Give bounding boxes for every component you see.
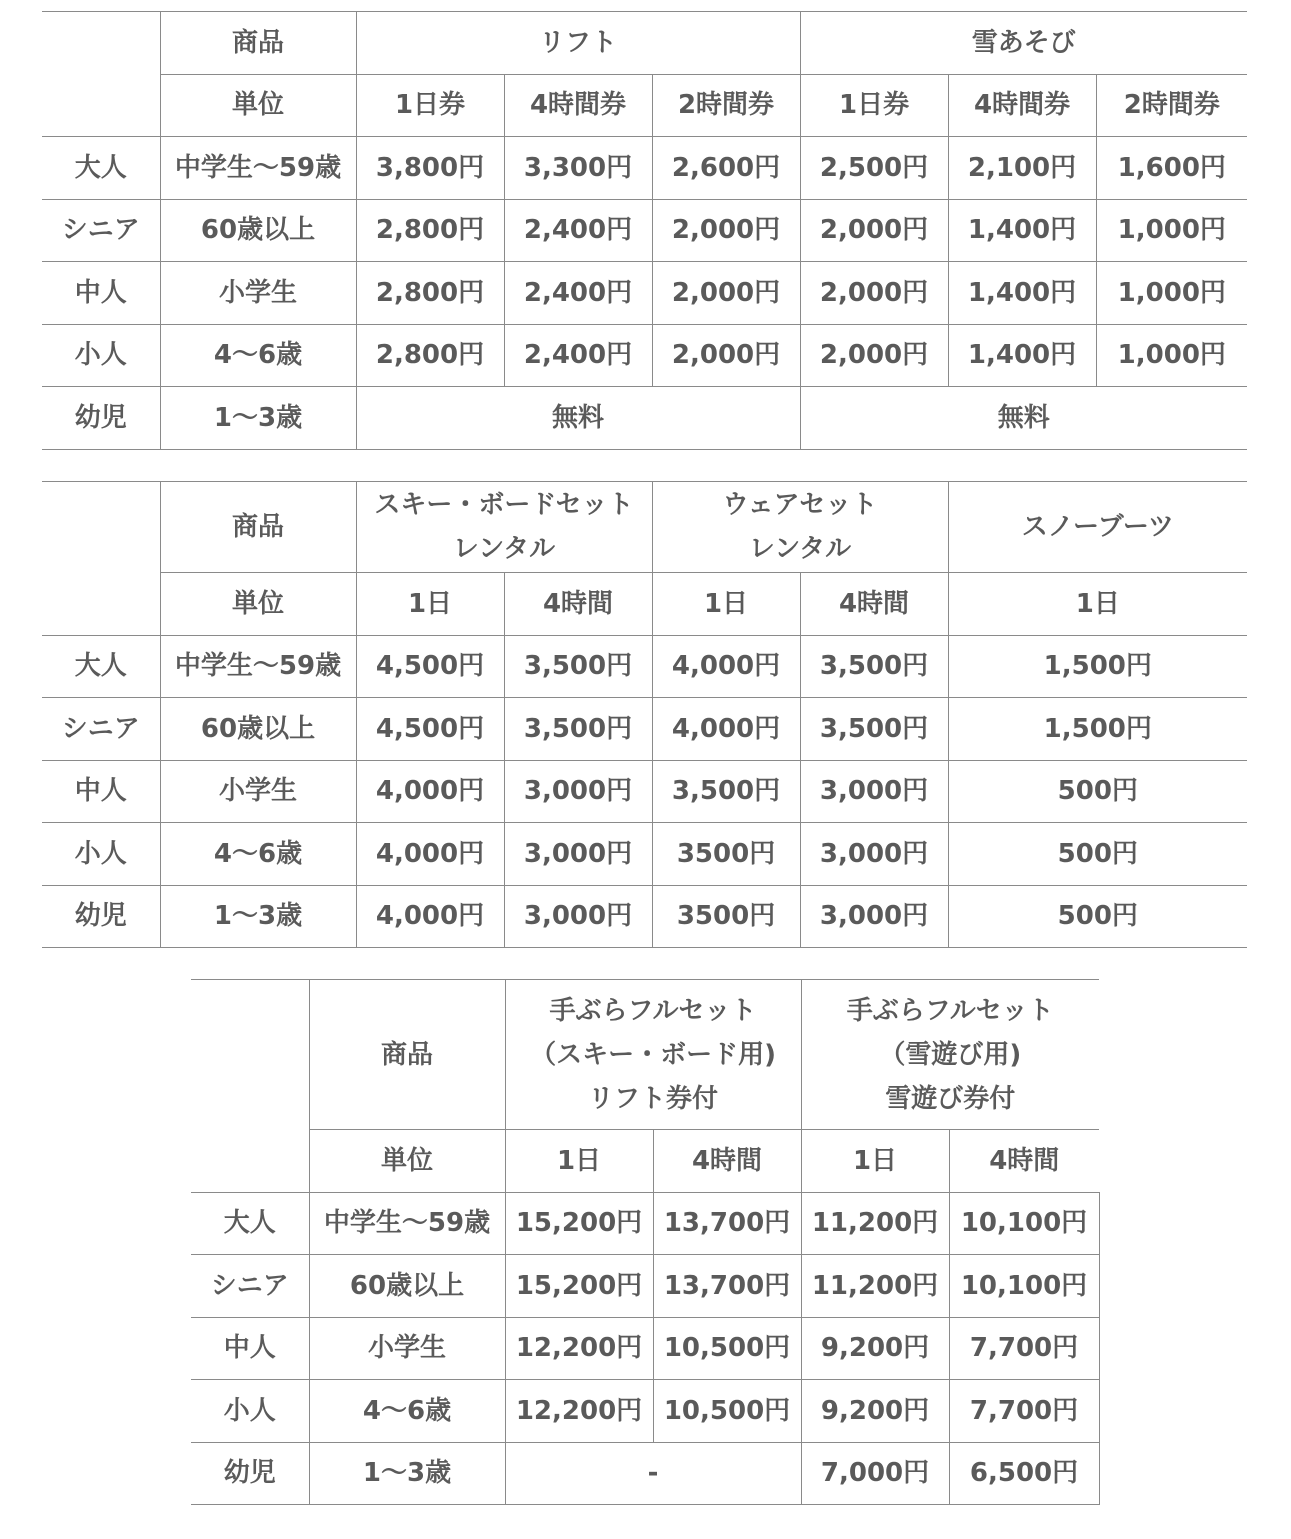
category-cell: シニア <box>42 698 160 761</box>
age-cell: 中学生〜59歳 <box>309 1192 505 1255</box>
table-row <box>191 1192 1099 1255</box>
age-cell: 中学生〜59歳 <box>160 137 356 200</box>
table-row <box>191 1317 1099 1380</box>
corner-cell <box>42 482 160 573</box>
category-cell: 中人 <box>42 760 160 823</box>
group-header-line: 手ぶらフルセット <box>846 995 1054 1026</box>
price-cell: 15,200円 <box>505 1192 653 1255</box>
price-cell: 3,800円 <box>356 137 504 200</box>
unit-header: 単位 <box>309 1130 505 1193</box>
unit-header-row <box>191 1130 1099 1193</box>
table-row <box>42 324 1247 387</box>
unit-cell: 4時間券 <box>504 74 652 137</box>
price-cell: 10,100円 <box>949 1192 1099 1255</box>
age-cell: 4〜6歳 <box>160 823 356 886</box>
price-cell: 4,000円 <box>356 760 504 823</box>
category-cell: 小人 <box>42 823 160 886</box>
corner-cell <box>42 74 160 137</box>
table-row <box>42 387 1247 450</box>
price-cell: 2,400円 <box>504 324 652 387</box>
table-header-row <box>42 12 1247 75</box>
group-header-lift: リフト <box>356 12 800 75</box>
price-cell: 3,300円 <box>504 137 652 200</box>
age-cell: 1〜3歳 <box>309 1442 505 1505</box>
price-cell: 2,100円 <box>948 137 1096 200</box>
table-row <box>42 635 1247 698</box>
product-header: 商品 <box>309 980 505 1130</box>
price-cell: 2,000円 <box>652 262 800 325</box>
group-header-line: 手ぶらフルセット <box>549 995 757 1026</box>
category-cell: 小人 <box>191 1380 309 1443</box>
price-cell: 500円 <box>948 823 1247 886</box>
rental-price-table <box>42 481 1247 948</box>
corner-cell <box>191 980 309 1130</box>
price-cell: 2,600円 <box>652 137 800 200</box>
price-cell: 1,000円 <box>1096 199 1247 262</box>
age-cell: 小学生 <box>160 262 356 325</box>
group-header-line: 雪遊び券付 <box>885 1083 1016 1114</box>
age-cell: 小学生 <box>309 1317 505 1380</box>
age-cell: 1〜3歳 <box>160 387 356 450</box>
price-cell: 4,000円 <box>652 698 800 761</box>
price-cell: 2,000円 <box>652 199 800 262</box>
price-cell: 10,100円 <box>949 1255 1099 1318</box>
price-cell: 7,700円 <box>949 1317 1099 1380</box>
category-cell: 幼児 <box>191 1442 309 1505</box>
category-cell: シニア <box>191 1255 309 1318</box>
price-cell: 2,400円 <box>504 199 652 262</box>
table-row <box>42 823 1247 886</box>
product-header: 商品 <box>160 482 356 573</box>
age-cell: 60歳以上 <box>309 1255 505 1318</box>
unit-cell: 1日券 <box>800 74 948 137</box>
price-cell: 1,600円 <box>1096 137 1247 200</box>
category-cell: 中人 <box>42 262 160 325</box>
unit-cell: 1日 <box>801 1130 949 1193</box>
full-set-price-table <box>191 979 1100 1505</box>
price-cell: 1,000円 <box>1096 262 1247 325</box>
price-cell: 3,000円 <box>800 885 948 948</box>
lift-snowplay-price-table <box>42 11 1247 450</box>
age-cell: 4〜6歳 <box>309 1380 505 1443</box>
table-row <box>191 1442 1099 1505</box>
price-cell: 3500円 <box>652 885 800 948</box>
price-cell: 2,000円 <box>800 324 948 387</box>
unit-cell: 2時間券 <box>1096 74 1247 137</box>
table-row <box>42 698 1247 761</box>
unit-cell: 4時間 <box>653 1130 801 1193</box>
free-cell-snowplay: 無料 <box>800 387 1247 450</box>
free-cell-lift: 無料 <box>356 387 800 450</box>
group-header-wear-rental <box>652 482 948 573</box>
price-cell: 2,800円 <box>356 199 504 262</box>
price-cell: 2,000円 <box>800 199 948 262</box>
price-cell: 3,000円 <box>800 760 948 823</box>
price-cell: 11,200円 <box>801 1192 949 1255</box>
table-row <box>191 1380 1099 1443</box>
age-cell: 小学生 <box>160 760 356 823</box>
table-row <box>42 262 1247 325</box>
price-cell: 4,500円 <box>356 635 504 698</box>
age-cell: 60歳以上 <box>160 698 356 761</box>
price-cell: 3,500円 <box>800 698 948 761</box>
category-cell: 大人 <box>42 635 160 698</box>
category-cell: 大人 <box>191 1192 309 1255</box>
table-row <box>42 760 1247 823</box>
table-row <box>191 1255 1099 1318</box>
group-header-line: スキー・ボードセット <box>374 490 634 520</box>
unit-cell: 1日 <box>505 1130 653 1193</box>
price-cell: 1,500円 <box>948 635 1247 698</box>
price-cell: 4,000円 <box>356 885 504 948</box>
price-cell: 7,700円 <box>949 1380 1099 1443</box>
price-cell: 2,400円 <box>504 262 652 325</box>
table-row <box>42 137 1247 200</box>
price-cell: 500円 <box>948 760 1247 823</box>
price-cell: 4,000円 <box>356 823 504 886</box>
price-cell: 4,500円 <box>356 698 504 761</box>
price-cell: 13,700円 <box>653 1192 801 1255</box>
unit-cell: 4時間券 <box>948 74 1096 137</box>
group-header-ski-board-full-set <box>505 980 801 1130</box>
price-cell: 9,200円 <box>801 1317 949 1380</box>
price-cell: 1,400円 <box>948 199 1096 262</box>
price-cell: 6,500円 <box>949 1442 1099 1505</box>
corner-cell <box>191 1130 309 1193</box>
group-header-line: レンタル <box>452 534 556 564</box>
price-cell: 12,200円 <box>505 1380 653 1443</box>
price-cell: 1,400円 <box>948 262 1096 325</box>
category-cell: 小人 <box>42 324 160 387</box>
unit-cell: 1日 <box>356 573 504 636</box>
price-cell: 3500円 <box>652 823 800 886</box>
unit-header-row <box>42 74 1247 137</box>
price-cell: 3,500円 <box>800 635 948 698</box>
price-cell: 3,500円 <box>504 698 652 761</box>
corner-cell <box>42 12 160 75</box>
price-cell: 500円 <box>948 885 1247 948</box>
price-cell: 3,500円 <box>652 760 800 823</box>
unit-cell: 2時間券 <box>652 74 800 137</box>
group-header-snowplay-full-set <box>801 980 1099 1130</box>
price-cell: 15,200円 <box>505 1255 653 1318</box>
unit-cell: 4時間 <box>504 573 652 636</box>
price-cell: 12,200円 <box>505 1317 653 1380</box>
group-header-snow-boots <box>948 482 1247 573</box>
unit-cell: 4時間 <box>949 1130 1099 1193</box>
price-cell: 7,000円 <box>801 1442 949 1505</box>
age-cell: 4〜6歳 <box>160 324 356 387</box>
price-cell: 1,500円 <box>948 698 1247 761</box>
unit-cell: 1日券 <box>356 74 504 137</box>
price-cell: 2,000円 <box>652 324 800 387</box>
price-cell: 1,000円 <box>1096 324 1247 387</box>
age-cell: 1〜3歳 <box>160 885 356 948</box>
corner-cell <box>42 573 160 636</box>
product-header: 商品 <box>160 12 356 75</box>
price-cell: 3,000円 <box>800 823 948 886</box>
table-header-row <box>42 482 1247 573</box>
unit-cell: 1日 <box>652 573 800 636</box>
group-header-snowplay: 雪あそび <box>800 12 1247 75</box>
price-cell: 11,200円 <box>801 1255 949 1318</box>
group-header-line: （スキー・ボード用) <box>530 1039 776 1070</box>
price-cell: 4,000円 <box>652 635 800 698</box>
price-cell: 2,800円 <box>356 262 504 325</box>
table-header-row <box>191 980 1099 1130</box>
category-cell: シニア <box>42 199 160 262</box>
price-cell: 9,200円 <box>801 1380 949 1443</box>
age-cell: 中学生〜59歳 <box>160 635 356 698</box>
price-cell: 13,700円 <box>653 1255 801 1318</box>
price-cell: 3,500円 <box>504 635 652 698</box>
price-cell: 2,800円 <box>356 324 504 387</box>
group-header-line: （雪遊び用) <box>879 1039 1022 1070</box>
group-header-ski-board-rental <box>356 482 652 573</box>
category-cell: 大人 <box>42 137 160 200</box>
unit-cell: 1日 <box>948 573 1247 636</box>
unit-cell: 4時間 <box>800 573 948 636</box>
category-cell: 幼児 <box>42 387 160 450</box>
age-cell: 60歳以上 <box>160 199 356 262</box>
price-cell: 3,000円 <box>504 823 652 886</box>
table-row <box>42 199 1247 262</box>
price-cell: 2,500円 <box>800 137 948 200</box>
unit-header: 単位 <box>160 74 356 137</box>
price-cell: 1,400円 <box>948 324 1096 387</box>
price-cell: 2,000円 <box>800 262 948 325</box>
category-cell: 中人 <box>191 1317 309 1380</box>
category-cell: 幼児 <box>42 885 160 948</box>
unit-header-row <box>42 573 1247 636</box>
group-header-line: スノーブーツ <box>1021 512 1174 542</box>
group-header-line: リフト券付 <box>588 1083 719 1114</box>
unit-header: 単位 <box>160 573 356 636</box>
table-row <box>42 885 1247 948</box>
price-cell: 3,000円 <box>504 760 652 823</box>
group-header-line: レンタル <box>748 534 852 564</box>
group-header-line: ウェアセット <box>722 490 878 520</box>
price-cell: 10,500円 <box>653 1317 801 1380</box>
price-cell: 3,000円 <box>504 885 652 948</box>
not-available-cell: - <box>505 1442 801 1505</box>
price-cell: 10,500円 <box>653 1380 801 1443</box>
